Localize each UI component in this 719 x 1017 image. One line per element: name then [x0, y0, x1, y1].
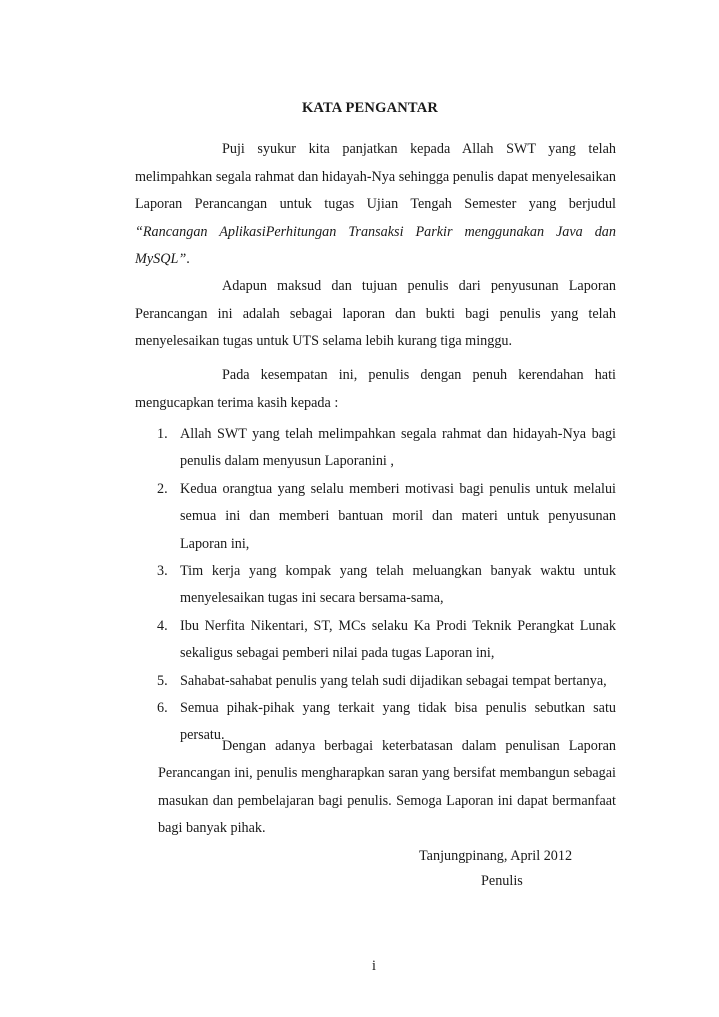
paragraph-closing: Dengan adanya berbagai keterbatasan dalam penulisan Laporan Perancangan ini, penulis mengharapkan saran yang bersifat membangun sebagai masukan dan pembelajaran bagi penulis. Semoga Laporan ini dapat bermanfaat bagi banyak pihak. [158, 738, 616, 837]
list-number: 4. [157, 617, 168, 634]
list-number: 5. [157, 672, 168, 689]
signature-place-date: Tanjungpinang, April 2012 [419, 848, 573, 864]
page-number: i [372, 958, 376, 974]
list-item [157, 421, 616, 476]
report-title-italic: “Rancangan AplikasiPerhitungan Transaksi Parkir menggunakan Java dan MySQL” [135, 223, 616, 268]
list-number: 3. [157, 563, 168, 580]
list-number: 2. [157, 480, 168, 497]
page-title: KATA PENGANTAR [301, 100, 439, 116]
list-item [157, 613, 616, 668]
list-item [157, 476, 616, 558]
list-text: Allah SWT yang telah melimpahkan segala rahmat dan hidayah-Nya bagi penulis dalam menyusun Laporanini , [180, 426, 616, 470]
list-item [157, 668, 616, 695]
list-text: Ibu Nerfita Nikentari, ST, MCs selaku Ka Prodi Teknik Perangkat Lunak sekaligus sebagai pemberi nilai pada tugas Laporan ini, [180, 617, 616, 662]
list-text: Semua pihak-pihak yang terkait yang tidak bisa penulis sebutkan satu persatu. [180, 700, 616, 744]
paragraph-intro [135, 136, 616, 274]
paragraph-purpose: Adapun maksud dan tujuan penulis dari penyusunan Laporan Perancangan ini adalah sebagai laporan dan bukti bagi penulis yang telah menyelesaikan tugas untuk UTS selama lebih kurang tiga minggu. [135, 278, 616, 350]
list-text: Sahabat-sahabat penulis yang telah sudi dijadikan sebagai tempat bertanya, [180, 672, 607, 689]
paragraph-intro-text: Puji syukur kita panjatkan kepada Allah SWT yang telah melimpahkan segala rahmat dan hidayah-Nya sehingga penulis dapat menyelesaikan Laporan Perancangan untuk tugas Ujian Tengah Semester yang berjudul [135, 141, 616, 213]
list-number: 1. [157, 426, 168, 442]
list-text: Kedua orangtua yang selalu memberi motivasi bagi penulis untuk melalui semua ini dan memberi bantuan moril dan materi untuk penyusunan Laporan ini, [180, 480, 616, 552]
list-number: 6. [157, 700, 168, 717]
signature-name: Penulis [481, 873, 523, 889]
acknowledgement-list [157, 421, 616, 750]
list-text: Tim kerja yang kompak yang telah meluangkan banyak waktu untuk menyelesaikan tugas ini secara bersama-sama, [180, 563, 616, 607]
paragraph-intro-end: . [186, 251, 190, 268]
list-item [157, 558, 616, 613]
paragraph-thanks: Pada kesempatan ini, penulis dengan penuh kerendahan hati mengucapkan terima kasih kepada : [135, 367, 616, 411]
